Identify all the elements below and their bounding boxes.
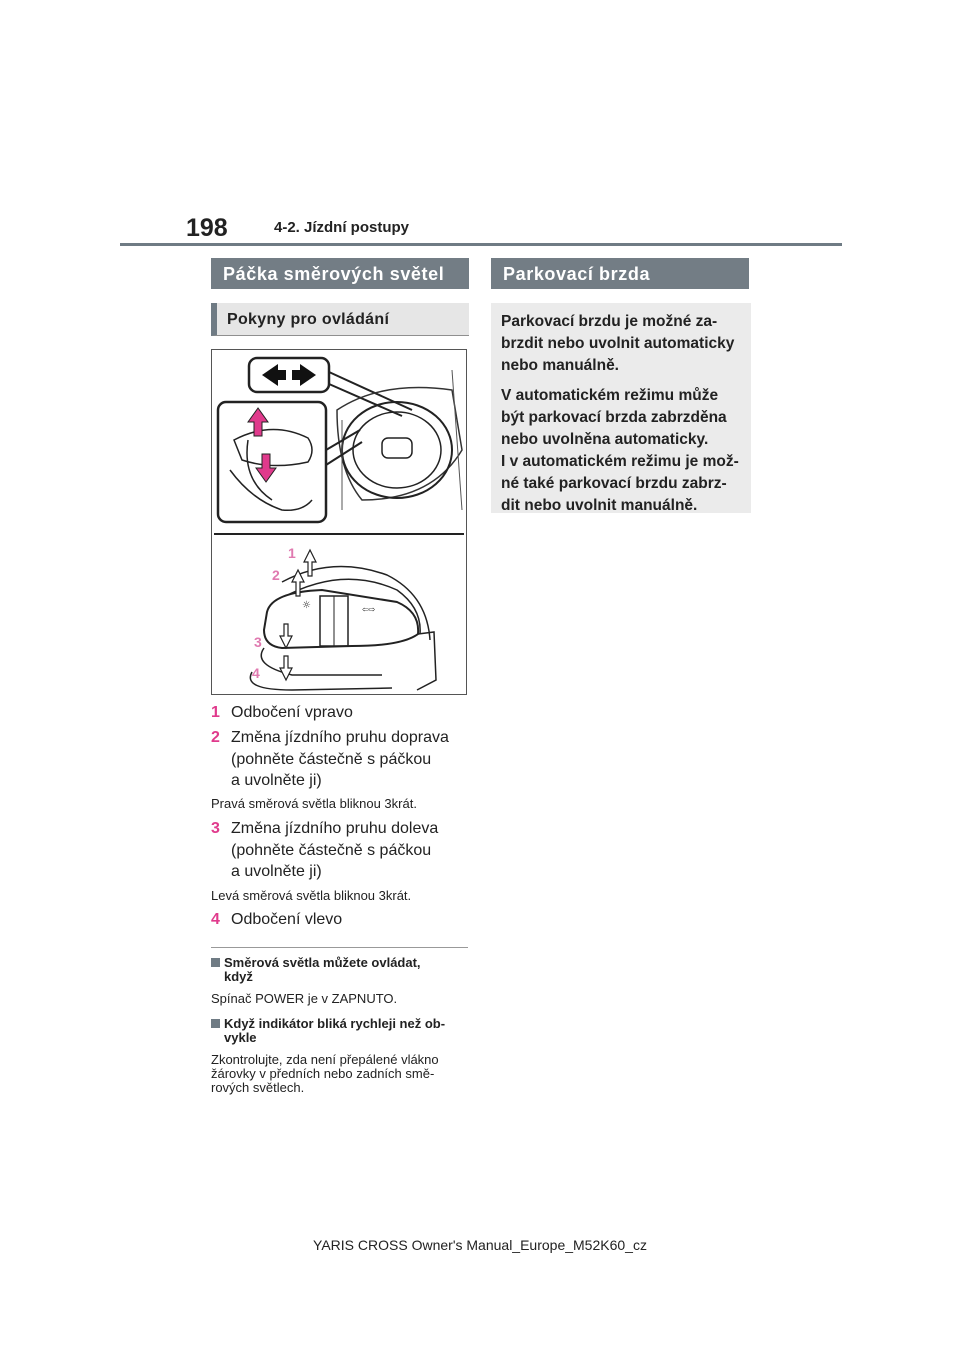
section-header: 4-2. Jízdní postupy (274, 219, 410, 236)
step-3-line-3: a uvolněte ji) (231, 863, 322, 880)
paragraph-1: Parkovací brzdu je možné za- brzdit nebo uvolnit automaticky nebo manuálně. (501, 313, 735, 374)
header-rule (120, 243, 842, 246)
note-2-heading: Když indikátor bliká rychleji než ob- (211, 1017, 445, 1031)
step-text: Odbočení vlevo (231, 911, 343, 928)
step-text: Změna jízdního pruhu doprava (231, 729, 449, 746)
note-1-heading-line-2: když (224, 969, 253, 984)
footer-manual-id: YARIS CROSS Owner's Manual_Europe_M52K60_cz (313, 1237, 647, 1253)
note-1-heading: Směrová světla můžete ovládat, (211, 956, 421, 970)
svg-text:⇦⇨: ⇦⇨ (362, 605, 376, 614)
square-bullet-icon (211, 1019, 220, 1028)
turn-signal-figure (211, 349, 467, 695)
note-2-text-line-3: rových světlech. (211, 1080, 305, 1095)
step-3 (211, 818, 438, 839)
step-text: Odbočení vpravo (231, 704, 353, 721)
hand-inset-box (218, 402, 326, 522)
label-2: 2 (272, 567, 280, 583)
step-number: 4 (211, 911, 220, 928)
parking-brake-title: Parkovací brzda (491, 258, 749, 289)
turn-signal-illustration (212, 350, 466, 694)
label-3: 3 (254, 634, 262, 650)
paragraph-2: V automatickém režimu může být parkovací brzda zabrzděna nebo uvolněna automaticky. I v automatickém režimu je mož- né také parkovací brzdu zabrz- dit nebo uvolnit manuálně. (501, 387, 739, 514)
notes-separator (211, 947, 468, 948)
step-1 (211, 702, 353, 723)
label-1: 1 (288, 545, 296, 561)
note-2-text-line-2: žárovky v předních nebo zadních smě- (211, 1066, 435, 1081)
step-2-line-3: a uvolněte ji) (231, 772, 322, 789)
step-2 (211, 727, 449, 748)
square-bullet-icon (211, 958, 220, 967)
page-number: 198 (186, 214, 228, 242)
step-4 (211, 909, 342, 930)
step-number: 1 (211, 704, 220, 721)
instructions-subtitle: Pokyny pro ovládání (211, 303, 469, 336)
step-2-line-2: (pohněte částečně s páčkou (231, 751, 432, 768)
note-2-text-line-1: Zkontrolujte, zda není přepálené vlákno (211, 1052, 439, 1067)
step-number: 2 (211, 729, 220, 746)
note-1-text: Spínač POWER je v ZAPNUTO. (211, 991, 398, 1006)
step-2-note: Pravá směrová světla bliknou 3krát. (211, 796, 417, 811)
svg-text:☼: ☼ (302, 600, 311, 611)
step-text: Změna jízdního pruhu doleva (231, 820, 439, 837)
step-3-note: Levá směrová světla bliknou 3krát. (211, 888, 412, 903)
steering-wheel (342, 402, 452, 498)
note-2-heading-line-2: vykle (224, 1030, 257, 1045)
step-3-line-2: (pohněte částečně s páčkou (231, 842, 432, 859)
parking-brake-info-box (491, 303, 751, 513)
turn-signal-title: Páčka směrových světel (211, 258, 469, 289)
label-4: 4 (252, 665, 260, 681)
turn-arrows-icon-box (249, 358, 329, 392)
step-number: 3 (211, 820, 220, 837)
